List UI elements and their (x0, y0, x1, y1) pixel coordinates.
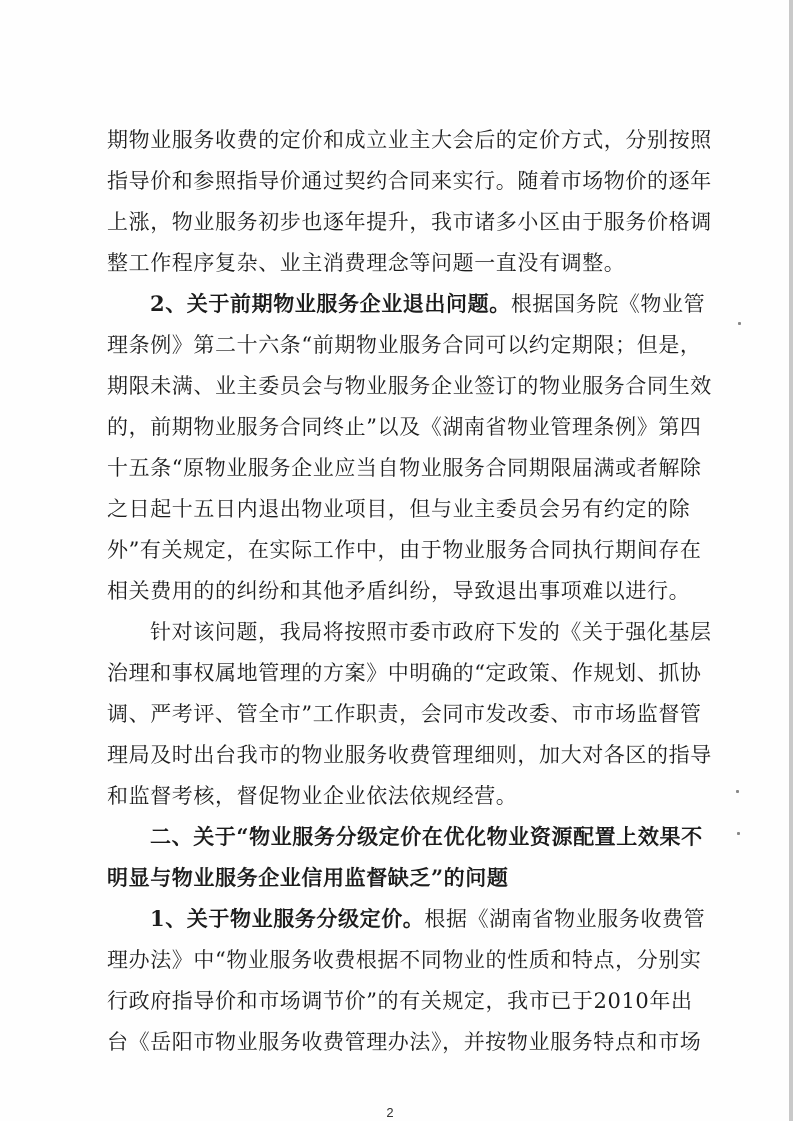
text-line: 相关费用的的纠纷和其他矛盾纠纷，导致退出事项难以进行。 (107, 579, 691, 603)
text-line: 十五条“原物业服务企业应当自物业服务合同期限届满或者解除 (107, 456, 702, 480)
scan-speck (736, 790, 739, 793)
text-line: 治理和事权属地管理的方案》中明确的“定政策、作规划、抓协 (107, 661, 702, 685)
scan-edge (789, 0, 793, 1121)
text-line: 台《岳阳市物业服务收费管理办法》，并按物业服务特点和市场 (107, 1030, 702, 1054)
text-line: 2、关于前期物业服务企业退出问题。根据国务院《物业管 (150, 291, 706, 316)
text-line: 期限未满、业主委员会与物业服务企业签订的物业服务合同生效 (107, 374, 712, 398)
text-line: 期物业服务收费的定价和成立业主大会后的定价方式，分别按照 (107, 128, 712, 152)
text-line: 上涨，物业服务初步也逐年提升，我市诸多小区由于服务价格调 (107, 210, 712, 234)
text-line: 的，前期物业服务合同终止”以及《湖南省物业管理条例》第四 (107, 415, 702, 439)
subheading: 1、关于物业服务分级定价。 (150, 906, 425, 931)
text-line: 行政府指导价和市场调节价”的有关规定，我市已于2010年出 (107, 989, 693, 1013)
text-line: 之日起十五日内退出物业项目，但与业主委员会另有约定的除 (107, 497, 691, 521)
scan-speck (737, 832, 740, 835)
text-line: 指导价和参照指导价通过契约合同来实行。随着市场物价的逐年 (107, 169, 712, 193)
scan-speck (738, 322, 741, 325)
subheading: 2、关于前期物业服务企业退出问题。 (150, 291, 511, 316)
text-line: 1、关于物业服务分级定价。根据《湖南省物业服务收费管 (150, 906, 706, 931)
text-line: 理条例》第二十六条“前期物业服务合同可以约定期限；但是， (107, 333, 702, 357)
text-line: 外”有关规定，在实际工作中，由于物业服务合同执行期间存在 (107, 538, 702, 562)
section-heading: 二、关于“物业服务分级定价在优化物业资源配置上效果不 (150, 824, 703, 849)
page-number: 2 (386, 1105, 394, 1120)
text-line: 整工作程序复杂、业主消费理念等问题一直没有调整。 (107, 251, 626, 275)
text-line: 调、严考评、管全市”工作职责，会同市发改委、市市场监督管 (107, 702, 702, 726)
text-line: 和监督考核，督促物业企业依法依规经营。 (107, 784, 518, 808)
text-line: 针对该问题，我局将按照市委市政府下发的《关于强化基层 (150, 620, 712, 644)
section-heading: 明显与物业服务企业信用监督缺乏”的问题 (107, 865, 509, 890)
text-line: 理局及时出台我市的物业服务收费管理细则，加大对各区的指导 (107, 743, 712, 767)
text-line: 理办法》中“物业服务收费根据不同物业的性质和特点，分别实 (107, 948, 702, 972)
